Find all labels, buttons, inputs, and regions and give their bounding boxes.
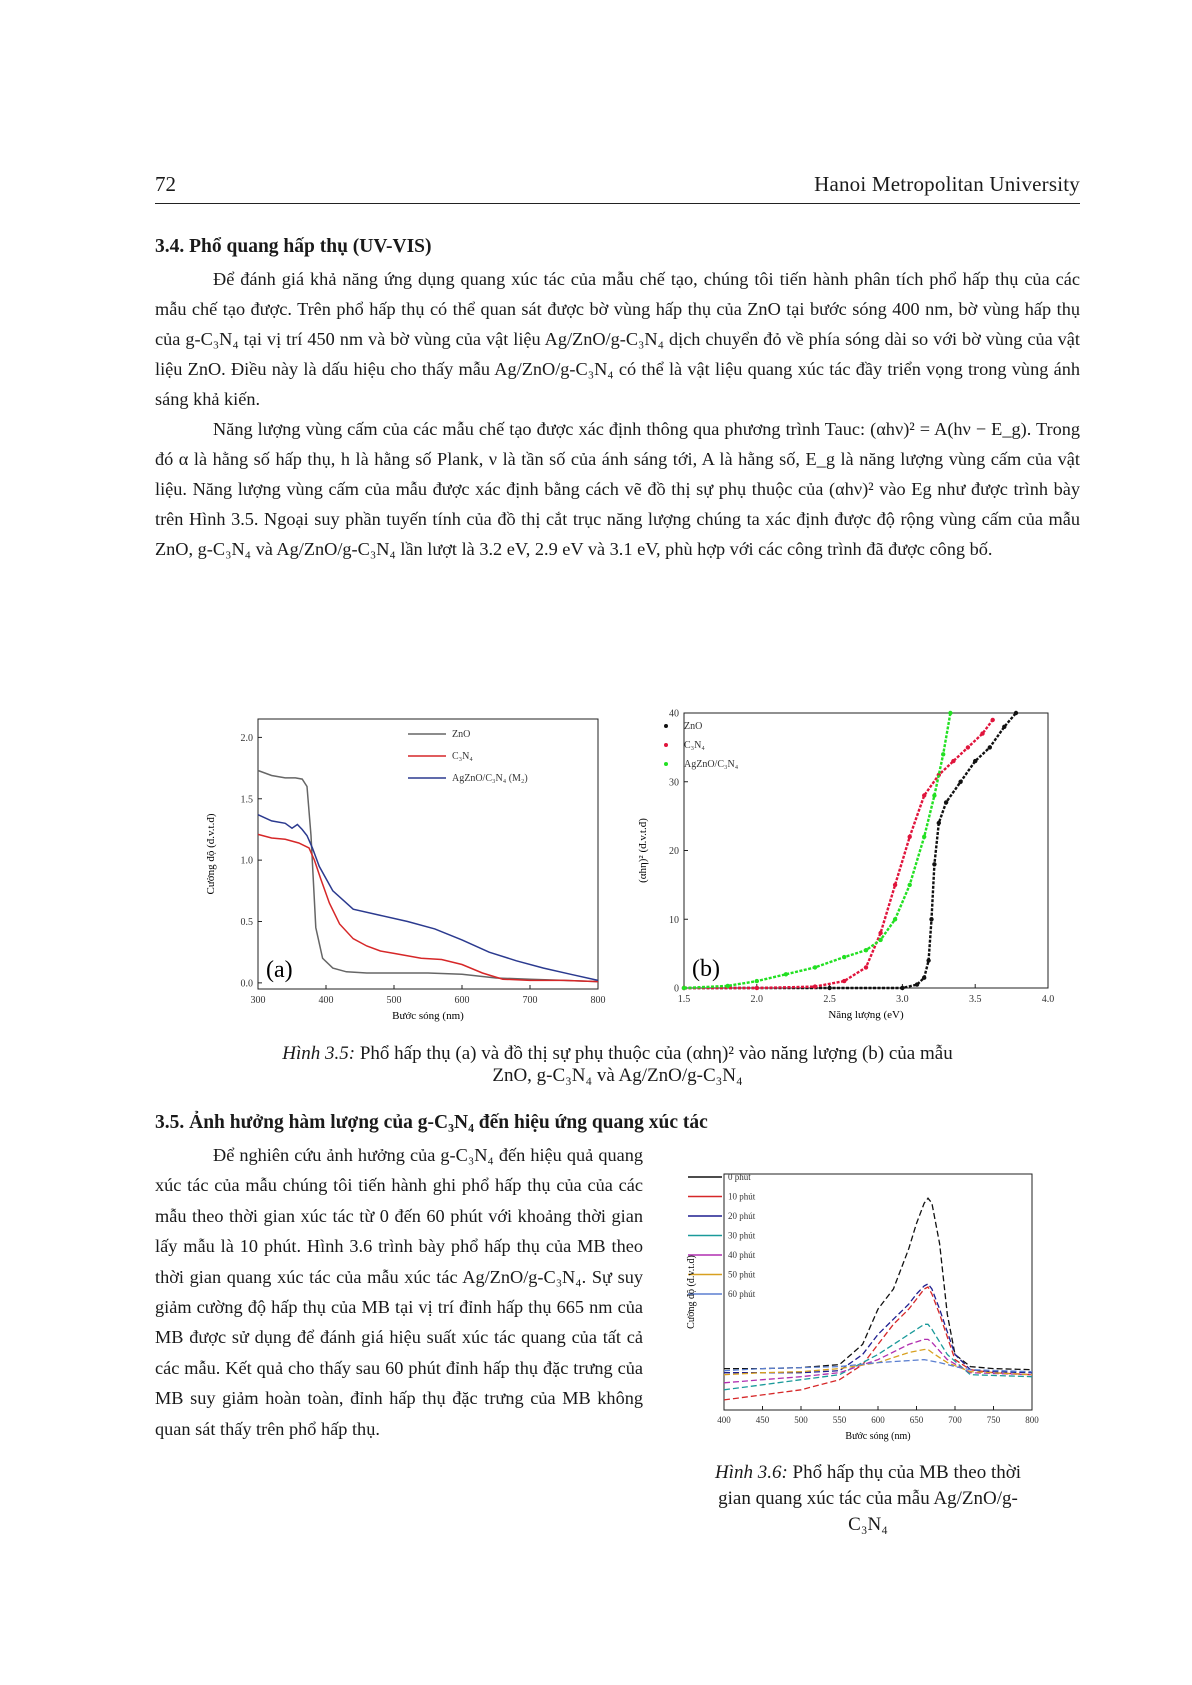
x-tick-label: 550	[832, 1415, 847, 1425]
x-axis-label: Năng lượng (eV)	[828, 1009, 904, 1021]
figure-3-5b	[637, 705, 1058, 1027]
x-tick-label: 300	[250, 995, 266, 1006]
x-tick-label: 400	[318, 995, 334, 1006]
legend-label: C₃N₄	[684, 740, 705, 751]
section-3-4-body	[155, 264, 1080, 564]
data-point	[929, 917, 933, 921]
data-point	[813, 965, 817, 969]
data-point	[951, 759, 955, 763]
x-tick-label: 800	[1025, 1415, 1039, 1425]
axis-ticks	[669, 709, 1054, 1006]
data-point	[1014, 711, 1018, 715]
data-point	[755, 986, 759, 990]
data-point	[980, 731, 984, 735]
data-point	[864, 948, 868, 952]
data-point	[908, 883, 912, 887]
data-point	[1002, 725, 1006, 729]
data-point	[948, 711, 952, 715]
x-tick-label: 500	[794, 1415, 808, 1425]
x-tick-label: 400	[717, 1415, 731, 1425]
x-tick-label: 700	[522, 995, 538, 1006]
series-curve	[684, 713, 950, 988]
y-tick-label: 1.5	[240, 794, 253, 806]
data-point	[900, 986, 904, 990]
figure-3-6	[680, 1158, 1045, 1446]
running-header: Hanoi Metropolitan University	[814, 172, 1080, 196]
legend-label: AgZnO/C₃N₄	[684, 759, 739, 770]
x-tick-label: 800	[590, 995, 606, 1006]
data-point	[755, 979, 759, 983]
x-tick-label: 600	[454, 995, 470, 1006]
data-point	[915, 982, 919, 986]
x-tick-label: 4.0	[1041, 994, 1055, 1005]
data-point	[944, 800, 948, 804]
y-tick-label: 1.0	[240, 855, 253, 867]
data-point	[893, 917, 897, 921]
data-point	[842, 955, 846, 959]
data-point	[922, 793, 926, 797]
legend-marker	[664, 724, 668, 728]
data-point	[966, 745, 970, 749]
data-point	[893, 883, 897, 887]
y-tick-label: 10	[669, 914, 679, 926]
caption-label: Hình 3.6:	[714, 1462, 788, 1483]
x-tick-label: 650	[909, 1415, 924, 1425]
caption-text: Phổ hấp thụ (a) và đồ thị sự phụ thuộc của (αhη)² vào năng lượng (b) của mẫu	[359, 1043, 953, 1064]
data-point	[827, 986, 831, 990]
data-point	[842, 979, 846, 983]
x-tick-label: 700	[948, 1415, 962, 1425]
data-point	[973, 759, 977, 763]
caption-text-line2: gian quang xúc tác của mẫu Ag/ZnO/g-	[718, 1488, 1018, 1509]
legend	[688, 1172, 756, 1299]
y-axis-label: Cường độ (đ.v.t.đ)	[686, 1255, 697, 1329]
legend-label: 0 phút	[728, 1172, 751, 1182]
paragraph: Để nghiên cứu ảnh hưởng của g-C₃N₄ đến hiệu quả quang xúc tác của mẫu chúng tôi tiến hành ghi phổ hấp thụ của của các mẫu theo thời gian xúc tác từ 0 đến 60 phút với khoảng thời gian lấy mẫu là 10 phút. Hình 3.6 trình bày phổ hấp thụ của MB theo thời gian quang xúc tác của mẫu xúc tác Ag/ZnO/g-C₃N₄. Sự suy giảm cường độ hấp thụ của MB tại vị trí đỉnh hấp thụ 665 nm của MB được sử dụng để đánh giá hiệu suất xúc tác quang của tất cả các mẫu. Kết quả cho thấy sau 60 phút đỉnh hấp thụ đặc trưng của MB suy giảm hoàn toàn, đỉnh hấp thụ đặc trưng của MB không quan sát thấy trên phổ hấp thụ.	[155, 1145, 643, 1439]
panel-label: (a)	[266, 957, 293, 983]
x-tick-label: 3.0	[896, 994, 909, 1005]
series-points	[682, 711, 1018, 990]
legend-marker	[664, 743, 668, 747]
data-point	[926, 958, 930, 962]
legend	[408, 729, 528, 784]
series-line	[724, 1324, 1032, 1390]
data-point	[932, 862, 936, 866]
data-point	[878, 931, 882, 935]
data-point	[682, 986, 686, 990]
x-tick-label: 2.5	[823, 994, 836, 1005]
series-line	[724, 1360, 1032, 1372]
figure-3-5-caption	[155, 1043, 1080, 1087]
series-line	[258, 815, 598, 981]
section-title-3-5: 3.5. Ảnh hưởng hàm lượng của g-C₃N₄ đến hiệu ứng quang xúc tác	[155, 1112, 708, 1133]
figure-3-5a	[198, 705, 618, 1027]
x-tick-label: 450	[755, 1415, 770, 1425]
series-line	[258, 834, 598, 981]
legend-label: C₃N₄	[452, 751, 473, 762]
y-tick-label: 2.0	[240, 732, 253, 744]
data-point	[937, 821, 941, 825]
x-tick-label: 3.5	[968, 994, 982, 1005]
legend-label: 50 phút	[728, 1269, 756, 1280]
y-tick-label: 30	[669, 777, 679, 789]
caption-label: Hình 3.5:	[282, 1043, 356, 1064]
y-axis-label: Cường độ (đ.v.t.đ)	[205, 813, 217, 895]
section-3-5-body	[155, 1140, 643, 1444]
caption-text-line3: C₃N₄	[848, 1514, 888, 1535]
data-point	[932, 793, 936, 797]
legend-label: 60 phút	[728, 1289, 756, 1299]
legend-label: 10 phút	[728, 1191, 756, 1202]
series-line	[258, 771, 598, 982]
y-tick-label: 0	[674, 983, 679, 995]
data-point	[878, 938, 882, 942]
legend-label: 20 phút	[728, 1211, 756, 1221]
header-rule	[155, 203, 1080, 204]
data-point	[988, 745, 992, 749]
panel-label: (b)	[692, 956, 720, 982]
data-point	[922, 976, 926, 980]
data-point	[813, 984, 817, 988]
caption-text-line2: ZnO, g-C₃N₄ và Ag/ZnO/g-C₃N₄	[492, 1065, 743, 1086]
data-point	[922, 835, 926, 839]
data-point	[864, 965, 868, 969]
caption-text: Phổ hấp thụ của MB theo thời	[792, 1462, 1022, 1483]
series-line	[724, 1339, 1032, 1382]
x-axis-label: Bước sóng (nm)	[845, 1431, 911, 1442]
y-tick-label: 40	[669, 708, 679, 720]
legend-label: ZnO	[452, 729, 471, 740]
y-tick-label: 0.0	[240, 978, 253, 990]
x-axis-label: Bước sóng (nm)	[392, 1010, 464, 1022]
plot-frame	[684, 713, 1048, 988]
paragraph: Năng lượng vùng cấm của các mẫu chế tạo được xác định thông qua phương trình Tauc: (αhν)² = A(hν − E_g). Trong đó α là hằng số hấp thụ, h là hằng số Plank, ν là tần số của ánh sáng tới, A là hằng số, E_g là năng lượng vùng cấm của vật liệu. Năng lượng vùng cấm của mẫu được xác định bằng cách vẽ đồ thị sự phụ thuộc của (αhν)² vào Eg như được trình bày trên Hình 3.5. Ngoại suy phần tuyến tính của đồ thị cắt trục năng lượng chúng ta xác định được độ rộng vùng cấm của mẫu ZnO, g-C₃N₄ và Ag/ZnO/g-C₃N₄ lần lượt là 3.2 eV, 2.9 eV và 3.1 eV, phù hợp với các công trình đã được công bố.	[155, 419, 1080, 559]
figure-3-6-caption	[668, 1460, 1068, 1538]
series-lines	[724, 1198, 1032, 1400]
x-tick-label: 1.5	[677, 994, 691, 1005]
paragraph: Để đánh giá khả năng ứng dụng quang xúc tác của mẫu chế tạo, chúng tôi tiến hành phân tích phổ hấp thụ của các mẫu chế tạo được. Trên phổ hấp thụ có thể quan sát được bờ vùng hấp thụ của ZnO tại bước sóng 400 nm, bờ vùng hấp thụ của g-C₃N₄ tại vị trí 450 nm và bờ vùng của vật liệu Ag/ZnO/g-C₃N₄ dịch chuyển đỏ về phía sóng dài so với bờ vùng của vật liệu ZnO. Điều này là dấu hiệu cho thấy mẫu Ag/ZnO/g-C₃N₄ có thể là vật liệu quang xúc tác đầy triển vọng trong vùng ánh sáng khả kiến.	[155, 269, 1080, 409]
axis-ticks	[241, 733, 606, 1006]
series-curve	[684, 713, 1016, 988]
legend-label: AgZnO/C₃N₄ (M₂)	[452, 773, 528, 784]
data-point	[726, 984, 730, 988]
legend-label: ZnO	[684, 721, 703, 732]
legend-label: 30 phút	[728, 1230, 756, 1241]
plot-frame	[258, 719, 598, 989]
series-line	[724, 1287, 1032, 1400]
data-point	[991, 718, 995, 722]
y-axis-label: (αhη)² (đ.v.t.đ)	[637, 818, 649, 883]
x-tick-label: 750	[986, 1415, 1001, 1425]
legend-label: 40 phút	[728, 1250, 756, 1260]
y-tick-label: 20	[669, 846, 679, 857]
series-line	[724, 1198, 1032, 1370]
data-point	[784, 972, 788, 976]
axis-ticks	[717, 1406, 1039, 1425]
legend	[664, 721, 739, 770]
data-point	[958, 780, 962, 784]
data-point	[908, 835, 912, 839]
data-point	[941, 752, 945, 756]
series-lines	[258, 771, 598, 982]
page-number: 72	[155, 172, 176, 196]
y-tick-label: 0.5	[240, 917, 253, 928]
x-tick-label: 2.0	[750, 994, 764, 1005]
x-tick-label: 600	[871, 1415, 885, 1425]
x-tick-label: 500	[386, 995, 402, 1006]
section-title-3-4: 3.4. Phổ quang hấp thụ (UV-VIS)	[155, 236, 432, 257]
legend-marker	[664, 762, 668, 766]
